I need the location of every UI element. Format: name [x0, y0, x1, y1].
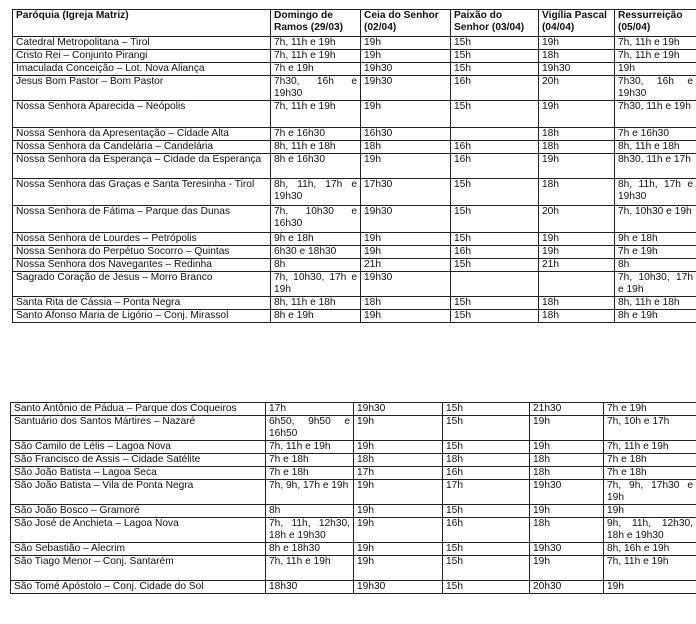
- table-1-body: [13, 37, 696, 323]
- cell-resurrection: 7h, 10h30, 17h e 19h: [615, 272, 696, 297]
- cell-parish: Nossa Senhora de Lourdes – Petrópolis: [13, 233, 271, 246]
- cell-passion: 16h: [443, 467, 530, 480]
- cell-easter-vigil: 21h: [539, 259, 615, 272]
- header-easter-vigil: Vigília Pascal (04/04): [539, 10, 615, 37]
- cell-palm-sunday: 7h e 18h: [266, 454, 354, 467]
- cell-parish: Imaculada Conceição – Lot. Nova Aliança: [13, 63, 271, 76]
- cell-lords-supper: 19h30: [361, 63, 451, 76]
- header-palm-sunday: Domingo de Ramos (29/03): [271, 10, 361, 37]
- cell-lords-supper: 19h30: [361, 272, 451, 297]
- cell-passion: [451, 128, 539, 141]
- cell-resurrection: 9h, 11h, 12h30, 18h e 19h30: [604, 518, 696, 543]
- cell-parish: Santo Antônio de Pádua – Parque dos Coqueiros: [11, 403, 266, 416]
- cell-palm-sunday: 8h: [266, 505, 354, 518]
- cell-resurrection: 7h, 10h e 17h: [604, 416, 696, 441]
- cell-lords-supper: 19h30: [354, 403, 443, 416]
- cell-parish: São Sebastião – Alecrim: [11, 543, 266, 556]
- cell-resurrection: 8h e 19h: [615, 310, 696, 323]
- cell-passion: 15h: [451, 297, 539, 310]
- cell-palm-sunday: 7h, 11h, 12h30, 18h e 19h30: [266, 518, 354, 543]
- cell-parish: São João Batista – Vila de Ponta Negra: [11, 480, 266, 505]
- table-row: [13, 141, 696, 154]
- cell-easter-vigil: 19h: [539, 246, 615, 259]
- cell-lords-supper: 19h: [354, 518, 443, 543]
- cell-palm-sunday: 8h, 11h e 18h: [271, 141, 361, 154]
- cell-resurrection: 8h30, 11h e 17h: [615, 154, 696, 179]
- cell-easter-vigil: 19h30: [530, 543, 604, 556]
- table-row: [13, 246, 696, 259]
- cell-lords-supper: 19h30: [361, 76, 451, 101]
- cell-easter-vigil: 20h30: [530, 581, 604, 594]
- cell-parish: Nossa Senhora da Candelária – Candelária: [13, 141, 271, 154]
- cell-easter-vigil: 21h30: [530, 403, 604, 416]
- cell-parish: Nossa Senhora Aparecida – Neópolis: [13, 101, 271, 128]
- cell-easter-vigil: 19h: [539, 101, 615, 128]
- cell-lords-supper: 19h: [354, 480, 443, 505]
- cell-palm-sunday: 8h e 16h30: [271, 154, 361, 179]
- table-row: [13, 50, 696, 63]
- table-row: [11, 556, 696, 581]
- cell-resurrection: 7h e 18h: [604, 454, 696, 467]
- cell-easter-vigil: 20h: [539, 76, 615, 101]
- cell-easter-vigil: 19h: [530, 416, 604, 441]
- cell-lords-supper: 19h: [354, 441, 443, 454]
- table-row: [13, 259, 696, 272]
- cell-resurrection: 8h, 11h, 17h e 19h30: [615, 179, 696, 206]
- cell-lords-supper: 18h: [361, 141, 451, 154]
- table-row: [13, 37, 696, 50]
- cell-resurrection: 7h, 11h e 19h: [604, 556, 696, 581]
- cell-parish: Nossa Senhora da Apresentação – Cidade Alta: [13, 128, 271, 141]
- header-passion: Paixão do Senhor (03/04): [451, 10, 539, 37]
- cell-easter-vigil: 18h: [530, 518, 604, 543]
- cell-lords-supper: 17h: [354, 467, 443, 480]
- table-row: [11, 480, 696, 505]
- cell-resurrection: 8h: [615, 259, 696, 272]
- cell-palm-sunday: 7h, 11h e 19h: [271, 50, 361, 63]
- cell-resurrection: 7h, 11h e 19h: [615, 50, 696, 63]
- cell-parish: Santo Afonso Maria de Ligório – Conj. Mirassol: [13, 310, 271, 323]
- cell-passion: 15h: [443, 556, 530, 581]
- cell-passion: 15h: [451, 259, 539, 272]
- cell-parish: Sagrado Coração de Jesus – Morro Branco: [13, 272, 271, 297]
- cell-passion: 15h: [451, 63, 539, 76]
- cell-lords-supper: 19h30: [354, 581, 443, 594]
- cell-easter-vigil: 18h: [530, 454, 604, 467]
- cell-lords-supper: 19h: [361, 37, 451, 50]
- cell-resurrection: 7h e 19h: [604, 403, 696, 416]
- cell-palm-sunday: 7h, 11h e 19h: [266, 556, 354, 581]
- cell-resurrection: 19h: [604, 505, 696, 518]
- cell-parish: São Francisco de Assis – Cidade Satélite: [11, 454, 266, 467]
- cell-lords-supper: 19h: [354, 505, 443, 518]
- cell-lords-supper: 19h: [354, 556, 443, 581]
- table-row: [11, 416, 696, 441]
- cell-palm-sunday: 8h e 19h: [271, 310, 361, 323]
- cell-passion: 16h: [451, 246, 539, 259]
- cell-resurrection: 7h30, 11h e 19h: [615, 101, 696, 128]
- cell-lords-supper: 19h: [354, 416, 443, 441]
- cell-easter-vigil: 19h30: [530, 480, 604, 505]
- cell-passion: 15h: [451, 206, 539, 233]
- cell-passion: 15h: [451, 233, 539, 246]
- cell-palm-sunday: 7h, 10h30, 17h e 19h: [271, 272, 361, 297]
- cell-palm-sunday: 17h: [266, 403, 354, 416]
- cell-lords-supper: 18h: [354, 454, 443, 467]
- cell-lords-supper: 19h: [361, 246, 451, 259]
- cell-passion: 15h: [451, 37, 539, 50]
- cell-passion: 16h: [451, 76, 539, 101]
- cell-passion: 16h: [443, 518, 530, 543]
- cell-resurrection: 7h e 19h: [615, 246, 696, 259]
- cell-easter-vigil: 19h: [539, 154, 615, 179]
- table-row: [13, 233, 696, 246]
- cell-easter-vigil: 20h: [539, 206, 615, 233]
- cell-parish: São João Bosco – Gramoré: [11, 505, 266, 518]
- table-row: [11, 403, 696, 416]
- header-parish: Paróquia (Igreja Matriz): [13, 10, 271, 37]
- header-resurrection: Ressurreição (05/04): [615, 10, 696, 37]
- schedule-table-2: [10, 402, 696, 594]
- cell-lords-supper: 19h: [361, 50, 451, 63]
- cell-resurrection: 7h30, 16h e 19h30: [615, 76, 696, 101]
- table-row: [11, 581, 696, 594]
- cell-passion: 17h: [443, 480, 530, 505]
- cell-easter-vigil: 19h30: [539, 63, 615, 76]
- cell-passion: 15h: [443, 581, 530, 594]
- table-row: [11, 467, 696, 480]
- cell-palm-sunday: 8h e 18h30: [266, 543, 354, 556]
- table-row: [13, 63, 696, 76]
- cell-passion: 15h: [443, 441, 530, 454]
- cell-easter-vigil: 18h: [539, 310, 615, 323]
- table-header-row: [13, 10, 696, 37]
- cell-palm-sunday: 6h30 e 18h30: [271, 246, 361, 259]
- cell-resurrection: 8h, 16h e 19h: [604, 543, 696, 556]
- cell-lords-supper: 19h30: [361, 206, 451, 233]
- cell-easter-vigil: 18h: [539, 141, 615, 154]
- cell-parish: São José de Anchieta – Lagoa Nova: [11, 518, 266, 543]
- header-lords-supper: Ceia do Senhor (02/04): [361, 10, 451, 37]
- table-row: [13, 154, 696, 179]
- table-row: [11, 505, 696, 518]
- cell-passion: 15h: [451, 179, 539, 206]
- cell-palm-sunday: 7h, 11h e 19h: [271, 37, 361, 50]
- table-row: [13, 310, 696, 323]
- cell-palm-sunday: 7h30, 16h e 19h30: [271, 76, 361, 101]
- cell-easter-vigil: 18h: [539, 297, 615, 310]
- cell-parish: São Tomé Apóstolo – Conj. Cidade do Sol: [11, 581, 266, 594]
- cell-parish: Santa Rita de Cássia – Ponta Negra: [13, 297, 271, 310]
- cell-passion: [451, 272, 539, 297]
- cell-parish: Nossa Senhora dos Navegantes – Redinha: [13, 259, 271, 272]
- cell-easter-vigil: 19h: [539, 233, 615, 246]
- table-row: [11, 518, 696, 543]
- cell-palm-sunday: 7h, 11h e 19h: [266, 441, 354, 454]
- cell-passion: 15h: [443, 543, 530, 556]
- cell-passion: 15h: [451, 310, 539, 323]
- cell-palm-sunday: 7h e 16h30: [271, 128, 361, 141]
- table-row: [13, 272, 696, 297]
- cell-parish: Nossa Senhora das Graças e Santa Teresinha - Tirol: [13, 179, 271, 206]
- table-row: [11, 441, 696, 454]
- cell-palm-sunday: 7h e 18h: [266, 467, 354, 480]
- cell-lords-supper: 19h: [361, 154, 451, 179]
- cell-palm-sunday: 8h, 11h, 17h e 19h30: [271, 179, 361, 206]
- cell-resurrection: 8h, 11h e 18h: [615, 141, 696, 154]
- cell-palm-sunday: 9h e 18h: [271, 233, 361, 246]
- cell-lords-supper: 19h: [361, 101, 451, 128]
- cell-palm-sunday: 7h, 9h, 17h e 19h: [266, 480, 354, 505]
- cell-palm-sunday: 7h e 19h: [271, 63, 361, 76]
- cell-lords-supper: 21h: [361, 259, 451, 272]
- cell-easter-vigil: 18h: [539, 128, 615, 141]
- cell-passion: 15h: [451, 101, 539, 128]
- cell-easter-vigil: [539, 272, 615, 297]
- cell-passion: 18h: [443, 454, 530, 467]
- cell-palm-sunday: 8h: [271, 259, 361, 272]
- cell-parish: Nossa Senhora da Esperança – Cidade da Esperança: [13, 154, 271, 179]
- cell-resurrection: 7h, 10h30 e 19h: [615, 206, 696, 233]
- cell-resurrection: 7h, 11h e 19h: [604, 441, 696, 454]
- cell-resurrection: 19h: [615, 63, 696, 76]
- cell-parish: São Camilo de Lélis – Lagoa Nova: [11, 441, 266, 454]
- cell-passion: 16h: [451, 141, 539, 154]
- table-row: [13, 76, 696, 101]
- cell-passion: 15h: [443, 416, 530, 441]
- cell-parish: Nossa Senhora do Perpétuo Socorro – Quintas: [13, 246, 271, 259]
- cell-easter-vigil: 19h: [530, 556, 604, 581]
- cell-passion: 15h: [443, 403, 530, 416]
- cell-easter-vigil: 19h: [539, 37, 615, 50]
- cell-lords-supper: 16h30: [361, 128, 451, 141]
- cell-easter-vigil: 19h: [530, 505, 604, 518]
- cell-passion: 15h: [443, 505, 530, 518]
- cell-passion: 16h: [451, 154, 539, 179]
- cell-parish: Cristo Rei – Conjunto Pirangi: [13, 50, 271, 63]
- cell-palm-sunday: 6h50, 9h50 e 16h50: [266, 416, 354, 441]
- cell-parish: Santuário dos Santos Mártires – Nazaré: [11, 416, 266, 441]
- cell-palm-sunday: 18h30: [266, 581, 354, 594]
- table-row: [13, 179, 696, 206]
- cell-easter-vigil: 19h: [530, 441, 604, 454]
- cell-parish: São Tiago Menor – Conj. Santarém: [11, 556, 266, 581]
- schedule-table-1: [12, 9, 696, 323]
- cell-passion: 15h: [451, 50, 539, 63]
- table-row: [13, 101, 696, 128]
- table-row: [11, 454, 696, 467]
- cell-palm-sunday: 8h, 11h e 18h: [271, 297, 361, 310]
- cell-lords-supper: 17h30: [361, 179, 451, 206]
- cell-resurrection: 19h: [604, 581, 696, 594]
- cell-resurrection: 7h e 18h: [604, 467, 696, 480]
- cell-parish: Nossa Senhora de Fátima – Parque das Dunas: [13, 206, 271, 233]
- cell-easter-vigil: 18h: [539, 179, 615, 206]
- table-row: [13, 206, 696, 233]
- table-row: [11, 543, 696, 556]
- cell-lords-supper: 19h: [354, 543, 443, 556]
- table-2-body: [11, 403, 696, 594]
- cell-resurrection: 7h e 16h30: [615, 128, 696, 141]
- cell-parish: Catedral Metropolitana – Tirol: [13, 37, 271, 50]
- cell-lords-supper: 19h: [361, 310, 451, 323]
- cell-easter-vigil: 18h: [539, 50, 615, 63]
- cell-lords-supper: 18h: [361, 297, 451, 310]
- table-row: [13, 128, 696, 141]
- cell-easter-vigil: 18h: [530, 467, 604, 480]
- cell-resurrection: 7h, 9h, 17h30 e 19h: [604, 480, 696, 505]
- table-row: [13, 297, 696, 310]
- cell-palm-sunday: 7h, 11h e 19h: [271, 101, 361, 128]
- cell-resurrection: 9h e 18h: [615, 233, 696, 246]
- cell-resurrection: 8h, 11h e 18h: [615, 297, 696, 310]
- cell-lords-supper: 19h: [361, 233, 451, 246]
- cell-parish: Jesus Bom Pastor – Bom Pastor: [13, 76, 271, 101]
- cell-resurrection: 7h, 11h e 19h: [615, 37, 696, 50]
- cell-palm-sunday: 7h, 10h30 e 16h30: [271, 206, 361, 233]
- cell-parish: São João Batista – Lagoa Seca: [11, 467, 266, 480]
